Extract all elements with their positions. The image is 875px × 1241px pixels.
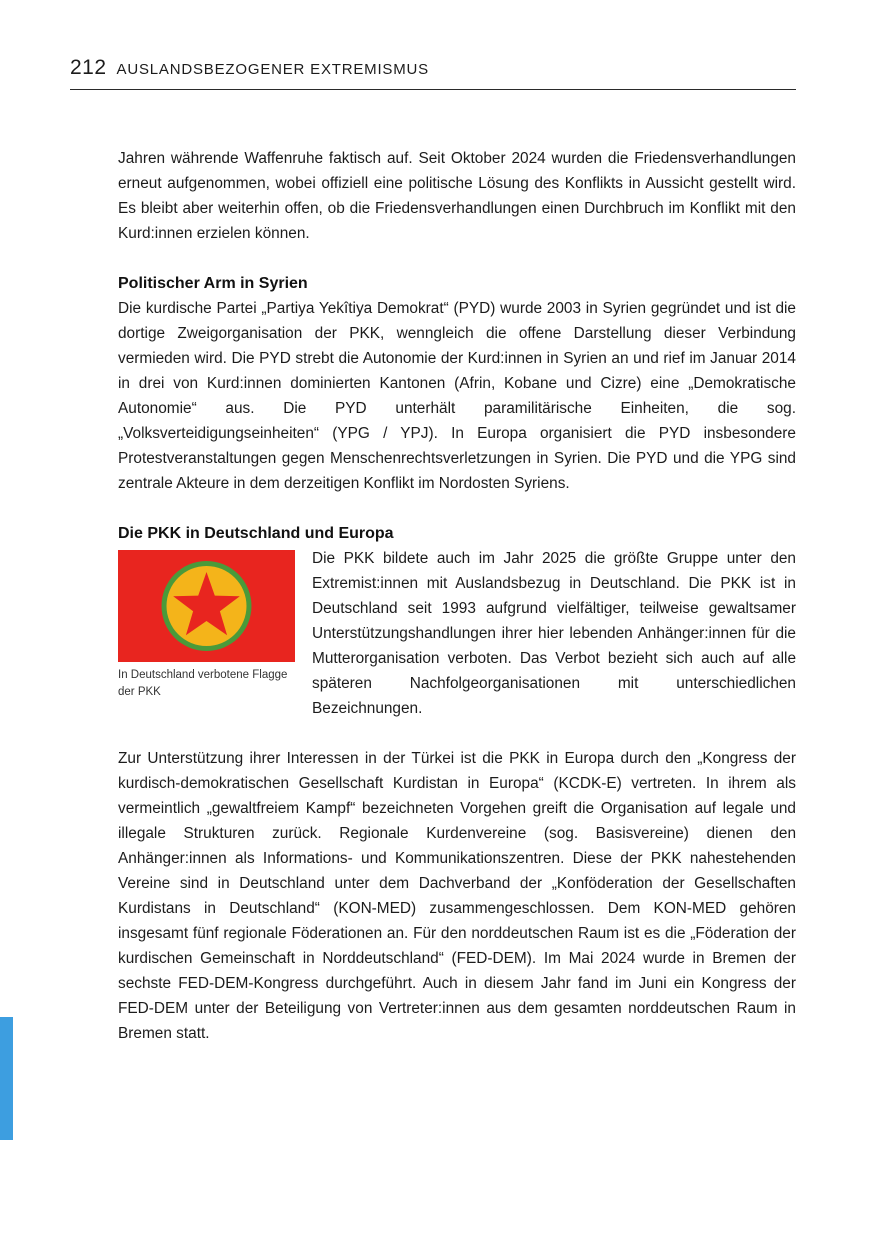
running-title: AUSLANDSBEZOGENER EXTREMISMUS (116, 61, 429, 78)
section-heading-syria: Politischer Arm in Syrien (118, 275, 308, 292)
chapter-side-tab (0, 1017, 13, 1140)
intro-text: Jahren währende Waffenruhe faktisch auf. Seit Oktober 2024 wurden die Friedensverhandlungen erneut aufgenommen, wobei offiziell eine politische Lösung des Konflikts in Aussicht gestellt wird. Es bleibt aber weiterhin offen, ob die Friedensverhandlungen einen Durchbruch im Konflikt mit den Kurd:innen erzielen können. (118, 150, 796, 242)
intro-paragraph (118, 146, 796, 246)
figure-caption: In Deutschland verbotene Flagge der PKK (118, 669, 288, 698)
pkk-wrap-text: Die PKK bildete auch im Jahr 2025 die größte Gruppe unter den Extremist:innen mit Auslandsbezug in Deutschland. Die PKK ist in Deutschland seit 1993 aufgrund vielfältiger, teilweise gewaltsamer Unterstützungshandlungen ihrer hier lebenden Anhänger:innen für die Mutterorganisation verboten. Das Verbot bezieht sich auch auf alle späteren Nachfolgeorganisationen mit unterschiedlichen Bezeichnungen. (312, 550, 796, 717)
pkk-europe-text: Zur Unterstützung ihrer Interessen in der Türkei ist die PKK in Europa durch den „Kongress der kurdisch-demokratischen Gesellschaft Kurdistan in Europa“ (KCDK-E) vertreten. In ihrem als vermeintlich „gewaltfreiem Kampf“ bezeichneten Vorgehen greift die Organisation auf legale und illegale Strukturen zurück. Regionale Kurdenvereine (sog. Basisvereine) dienen den Anhänger:innen als Informations- und Kommunikationszentren. Diese der PKK nahestehenden Vereine sind in Deutschland unter dem Dachverband der „Konföderation der Gesellschaften Kurdistans in Deutschland“ (KON-MED) zusammengeschlossen. Dem KON-MED gehören insgesamt fünf regionale Föderationen an. Für den norddeutschen Raum ist es die „Föderation der kurdischen Gemeinschaft in Norddeutschland“ (FED-DEM). Im Mai 2024 wurde in Bremen der sechste FED-DEM-Kongress durchgeführt. Auch in diesem Jahr fand im Juni ein Kongress der FED-DEM unter der Beteiligung von Vertreter:innen aus dem gesamten norddeutschen Raum in Bremen statt. (118, 750, 796, 1042)
section-heading-pkk: Die PKK in Deutschland und Europa (118, 525, 394, 542)
page-number: 212 (70, 56, 107, 79)
page-header (70, 56, 796, 90)
pkk-flag-image (118, 550, 295, 662)
section-syria-body (118, 296, 796, 496)
pkk-wrap-paragraph (312, 546, 796, 721)
flag-graphic (118, 550, 295, 662)
pkk-europe-paragraph (118, 746, 796, 1046)
section-syria-text: Die kurdische Partei „Partiya Yekîtiya Demokrat“ (PYD) wurde 2003 in Syrien gegründet und ist die dortige Zweigorganisation der PKK, wenngleich die offene Darstellung dieser Verbindung vermieden wird. Die PYD strebt die Autonomie der Kurd:innen in Syrien an und rief im Januar 2014 in drei von Kurd:innen dominierten Kantonen (Afrin, Kobane und Cizre) eine „Demokratische Autonomie“ aus. Die PYD unterhält paramilitärische Einheiten, die sog. „Volksverteidigungseinheiten“ (YPG / YPJ). In Europa organisiert die PYD insbesondere Protestveranstaltungen gegen Menschenrechtsverletzungen in Syrien. Die PYD und die YPG sind zentrale Akteure in dem derzeitigen Konflikt im Nordosten Syriens. (118, 300, 796, 492)
